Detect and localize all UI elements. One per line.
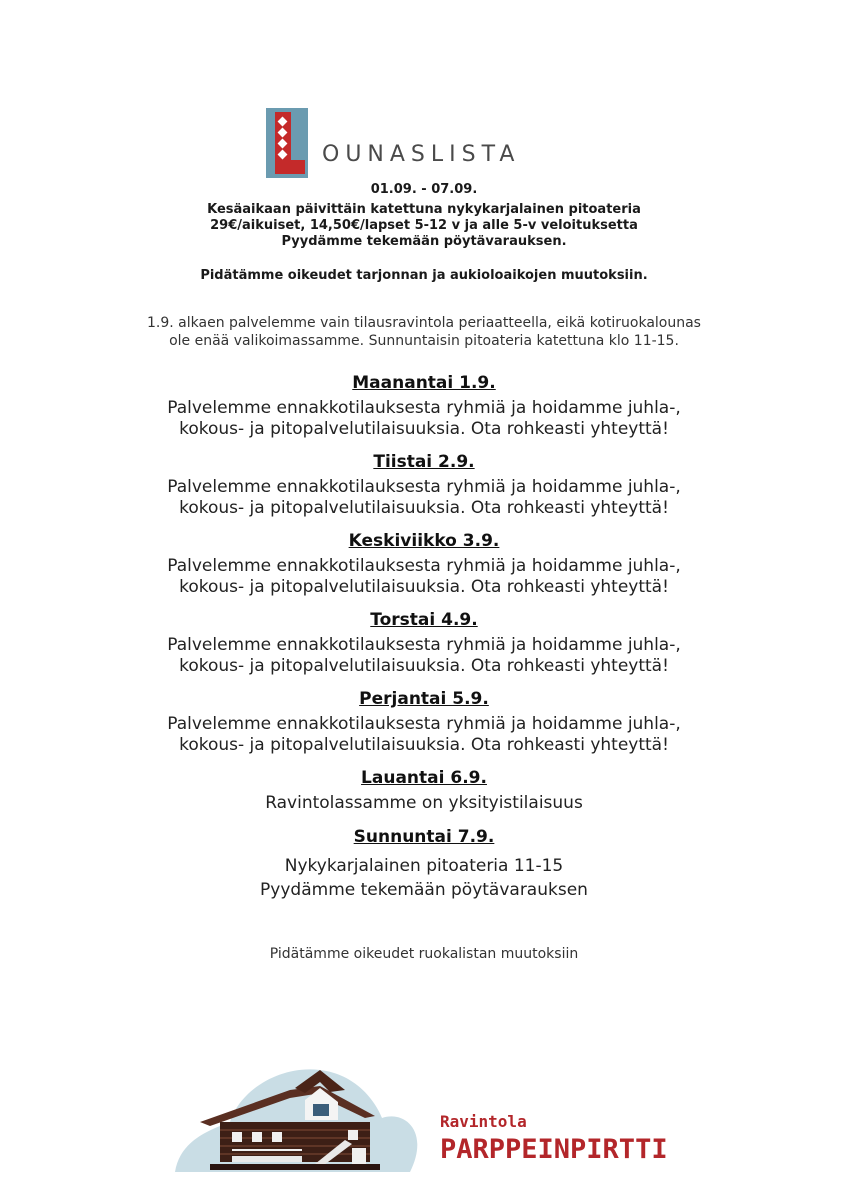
lounaslista-logo <box>266 108 596 180</box>
day-friday <box>0 688 848 756</box>
notice-line-2: ole enää valikoimassamme. Sunnuntaisin pitoateria katettuna klo 11-15. <box>169 333 679 349</box>
day-title: Keskiviikko 3.9. <box>348 531 500 551</box>
day-title: Sunnuntai 7.9. <box>353 827 495 847</box>
day-text: Nykykarjalainen pitoateria 11-15 Pyydämme tekemään pöytävarauksen <box>260 856 588 900</box>
intro-section <box>0 182 848 250</box>
brand-small-text: Ravintola <box>440 1112 527 1131</box>
logo-wordmark: OUNASLISTA <box>322 142 521 167</box>
notice-line-1: 1.9. alkaen palvelemme vain tilausravintola periaatteella, eikä kotiruokalounas <box>147 315 701 331</box>
day-title: Torstai 4.9. <box>370 610 478 630</box>
day-monday <box>0 372 848 440</box>
intro-line-1: Kesäaikaan päivittäin katettuna nykykarjalainen pitoateria <box>207 202 641 217</box>
day-thursday <box>0 609 848 677</box>
intro-line-3: Pyydämme tekemään pöytävarauksen. <box>281 234 567 249</box>
day-sunday <box>0 826 848 902</box>
day-tuesday <box>0 451 848 519</box>
day-title: Lauantai 6.9. <box>361 768 487 788</box>
brand-name: PARPPEINPIRTTI <box>440 1134 668 1165</box>
day-title: Maanantai 1.9. <box>352 373 496 393</box>
rights-notice: Pidätämme oikeudet tarjonnan ja aukioloaikojen muutoksiin. <box>200 268 648 283</box>
day-saturday <box>0 767 848 814</box>
logo-l-block <box>266 108 308 178</box>
date-range: 01.09. - 07.09. <box>370 182 478 197</box>
intro-line-2: 29€/aikuiset, 14,50€/lapset 5-12 v ja alle 5-v veloituksetta <box>210 218 638 233</box>
day-title: Tiistai 2.9. <box>373 452 475 472</box>
rights-section <box>0 268 848 284</box>
day-text: Palvelemme ennakkotilauksesta ryhmiä ja hoidamme juhla-, kokous- ja pitopalvelutilaisuuksia. Ota rohkeasti yhteyttä! <box>167 398 681 439</box>
day-text: Palvelemme ennakkotilauksesta ryhmiä ja hoidamme juhla-, kokous- ja pitopalvelutilaisuuksia. Ota rohkeasti yhteyttä! <box>167 635 681 676</box>
day-title: Perjantai 5.9. <box>359 689 489 709</box>
day-text: Palvelemme ennakkotilauksesta ryhmiä ja hoidamme juhla-, kokous- ja pitopalvelutilaisuuksia. Ota rohkeasti yhteyttä! <box>167 477 681 518</box>
day-wednesday <box>0 530 848 598</box>
logo-l-horizontal <box>275 160 305 174</box>
menu-changes-notice: Pidätämme oikeudet ruokalistan muutoksiin <box>269 946 579 962</box>
notice-section <box>0 314 848 350</box>
day-text: Palvelemme ennakkotilauksesta ryhmiä ja hoidamme juhla-, kokous- ja pitopalvelutilaisuuksia. Ota rohkeasti yhteyttä! <box>167 556 681 597</box>
parppeinpirtti-logo <box>170 1060 690 1180</box>
day-text: Palvelemme ennakkotilauksesta ryhmiä ja hoidamme juhla-, kokous- ja pitopalvelutilaisuuksia. Ota rohkeasti yhteyttä! <box>167 714 681 755</box>
day-text: Ravintolassamme on yksityistilaisuus <box>265 793 583 813</box>
